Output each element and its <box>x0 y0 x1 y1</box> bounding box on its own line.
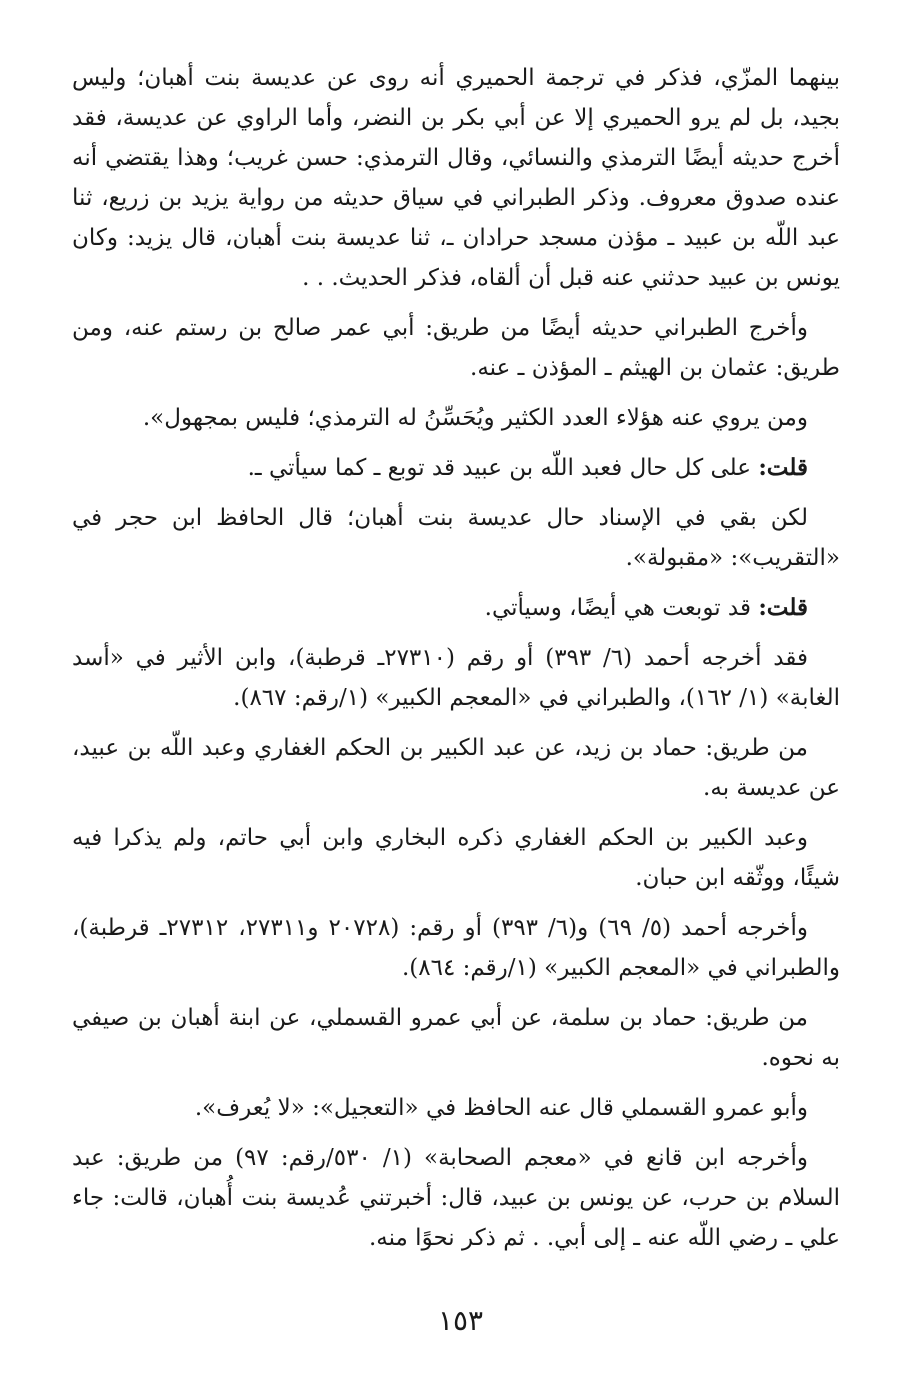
paragraph-4 <box>72 448 840 488</box>
paragraph-lead: قلت: <box>758 454 808 481</box>
paragraph-8 <box>72 728 840 808</box>
paragraph-text: بينهما المزّي، فذكر في ترجمة الحميري أنه روى عن عديسة بنت أهبان؛ وليس بجيد، بل لم يرو الحميري إلا عن أبي بكر بن النضر، وأما الراوي عن عديسة، فقد أخرج حديثه أيضًا الترمذي والنسائي، وقال الترمذي: حسن غريب؛ وهذا يقتضي أنه عنده صدوق معروف. وذكر الطبراني في سياق حديثه من رواية يزيد بن زريع، ثنا عبد اللّه بن عبيد ـ مؤذن مسجد حرادان ـ، ثنا عديسة بنت أهبان، قال يزيد: وكان يونس بن عبيد حدثني عنه قبل أن ألقاه، فذكر الحديث. . . <box>72 65 840 291</box>
paragraph-text: ومن يروي عنه هؤلاء العدد الكثير ويُحَسِّنُ له الترمذي؛ فليس بمجهول». <box>142 405 808 431</box>
paragraph-text: فقد أخرجه أحمد (٦/ ٣٩٣) أو رقم (٢٧٣١٠ـ قرطبة)، وابن الأثير في «أسد الغابة» (١/ ١٦٢)، والطبراني في «المعجم الكبير» (١/رقم: ٨٦٧). <box>72 645 840 711</box>
paragraph-7 <box>72 638 840 718</box>
paragraph-1 <box>72 58 840 298</box>
paragraph-13 <box>72 1138 840 1258</box>
paragraph-11 <box>72 998 840 1078</box>
page-number: ١٥٣ <box>437 1304 484 1337</box>
paragraph-text: وأبو عمرو القسملي قال عنه الحافظ في «التعجيل»: «لا يُعرف». <box>194 1095 808 1121</box>
paragraph-text: وأخرجه ابن قانع في «معجم الصحابة» (١/ ٥٣٠/رقم: ٩٧) من طريق: عبد السلام بن حرب، عن يونس بن عبيد، قال: أخبرتني عُديسة بنت أُهبان، قالت: جاء علي ـ رضي اللّه عنه ـ إلى أبي. . ثم ذكر نحوًا منه. <box>72 1145 840 1251</box>
paragraph-3 <box>72 398 840 438</box>
paragraph-text: لكن بقي في الإسناد حال عديسة بنت أهبان؛ قال الحافظ ابن حجر في «التقريب»: «مقبولة». <box>72 505 840 571</box>
paragraph-text: وعبد الكبير بن الحكم الغفاري ذكره البخاري وابن أبي حاتم، ولم يذكرا فيه شيئًا، ووثّقه ابن حبان. <box>72 825 840 891</box>
paragraph-text: على كل حال فعبد اللّه بن عبيد قد توبع ـ كما سيأتي ـ. <box>247 455 751 481</box>
paragraph-12 <box>72 1088 840 1128</box>
paragraph-5 <box>72 498 840 578</box>
paragraph-9 <box>72 818 840 898</box>
page-body <box>72 58 840 1258</box>
paragraph-text: وأخرج الطبراني حديثه أيضًا من طريق: أبي عمر صالح بن رستم عنه، ومن طريق: عثمان بن الهيثم ـ المؤذن ـ عنه. <box>72 315 840 381</box>
paragraph-text: من طريق: حماد بن زيد، عن عبد الكبير بن الحكم الغفاري وعبد اللّه بن عبيد، عن عديسة به. <box>72 735 840 801</box>
paragraph-6 <box>72 588 840 628</box>
paragraph-lead: قلت: <box>758 594 808 621</box>
paragraph-2 <box>72 308 840 388</box>
paragraph-10 <box>72 908 840 988</box>
paragraph-text: قد توبعت هي أيضًا، وسيأتي. <box>484 595 751 621</box>
paragraph-text: وأخرجه أحمد (٥/ ٦٩) و(٦/ ٣٩٣) أو رقم: (٢٠٧٢٨ و٢٧٣١١، ٢٧٣١٢ـ قرطبة)، والطبراني في «المعجم الكبير» (١/رقم: ٨٦٤). <box>72 915 840 981</box>
paragraph-text: من طريق: حماد بن سلمة، عن أبي عمرو القسملي، عن ابنة أهبان بن صيفي به نحوه. <box>72 1005 840 1071</box>
